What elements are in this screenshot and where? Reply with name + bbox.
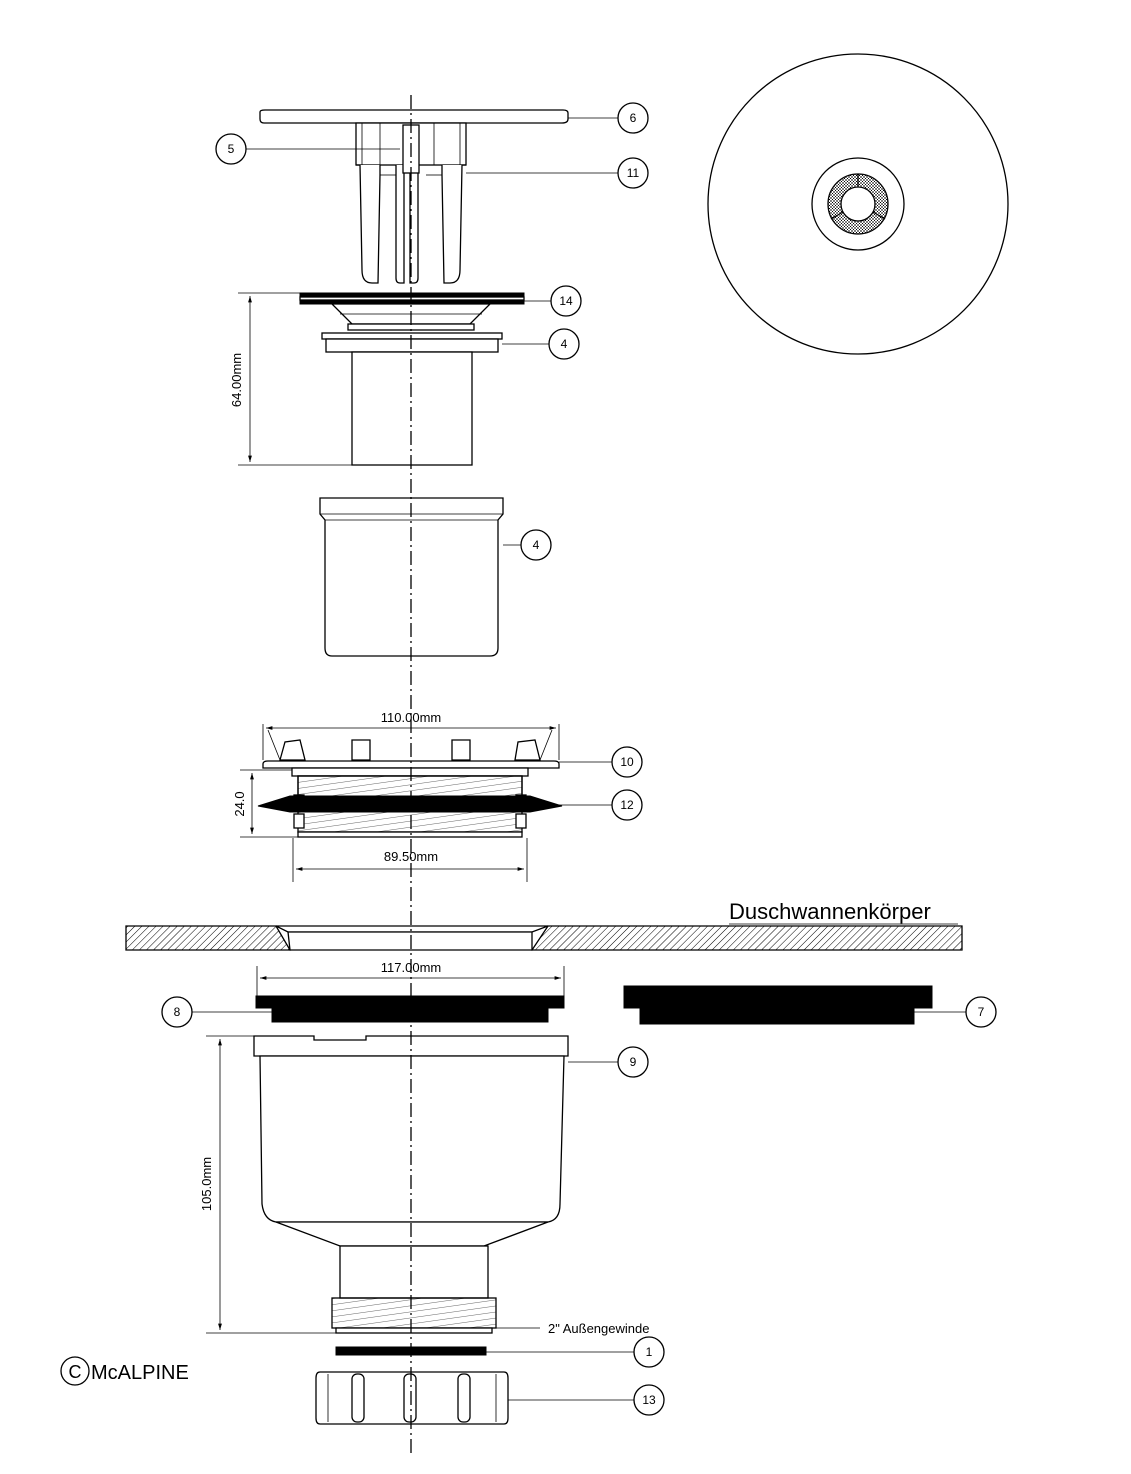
dimension-89mm: 89.50mm (383, 849, 439, 864)
dimension-64mm: 64.00mm (229, 352, 244, 408)
cover-top-view (708, 54, 1008, 354)
dimension-24mm: 24.0 (232, 791, 247, 817)
callout-4-lower (521, 530, 551, 560)
svg-text:C: C (68, 1362, 82, 1382)
svg-text:1: 1 (645, 1345, 653, 1359)
svg-text:6: 6 (629, 111, 637, 125)
grate-part-14 (300, 293, 524, 330)
svg-text:12: 12 (620, 798, 634, 812)
union-nut-part-13 (316, 1372, 508, 1424)
svg-text:10: 10 (620, 755, 634, 769)
callout-7 (966, 997, 996, 1027)
callout-13 (634, 1385, 664, 1415)
svg-text:9: 9 (629, 1055, 637, 1069)
callout-5 (216, 134, 246, 164)
callout-4-upper (549, 329, 579, 359)
copyright-logo (61, 1357, 189, 1385)
sleeve-upper-part-4 (322, 333, 502, 465)
callout-14 (551, 286, 581, 316)
brand-name: McALPINE (91, 1362, 189, 1384)
callout-10 (612, 747, 642, 777)
thread-label: 2" Außengewinde (548, 1321, 650, 1336)
shower-tray-label: Duschwannenkörper (729, 899, 931, 924)
svg-text:13: 13 (642, 1393, 656, 1407)
svg-text:5: 5 (227, 142, 235, 156)
callout-12 (612, 790, 642, 820)
callout-9 (618, 1047, 648, 1077)
svg-text:4: 4 (560, 337, 568, 351)
svg-text:4: 4 (532, 538, 540, 552)
svg-text:8: 8 (173, 1005, 181, 1019)
callout-6 (618, 103, 648, 133)
cover-plate-part-6 (260, 110, 568, 123)
dimension-117mm: 117.00mm (380, 960, 442, 975)
callout-11 (618, 158, 648, 188)
gasket-part-8 (256, 996, 564, 1022)
gasket-part-7 (624, 986, 932, 1024)
callout-8 (162, 997, 192, 1027)
svg-text:14: 14 (559, 294, 573, 308)
callout-1 (634, 1337, 664, 1367)
seal-part-12 (258, 796, 562, 812)
svg-text:11: 11 (626, 166, 640, 180)
svg-text:7: 7 (977, 1005, 985, 1019)
dimension-110mm: 110.00mm (380, 710, 442, 725)
shower-tray-body (126, 926, 962, 950)
dimension-105mm: 105.0mm (199, 1156, 214, 1212)
